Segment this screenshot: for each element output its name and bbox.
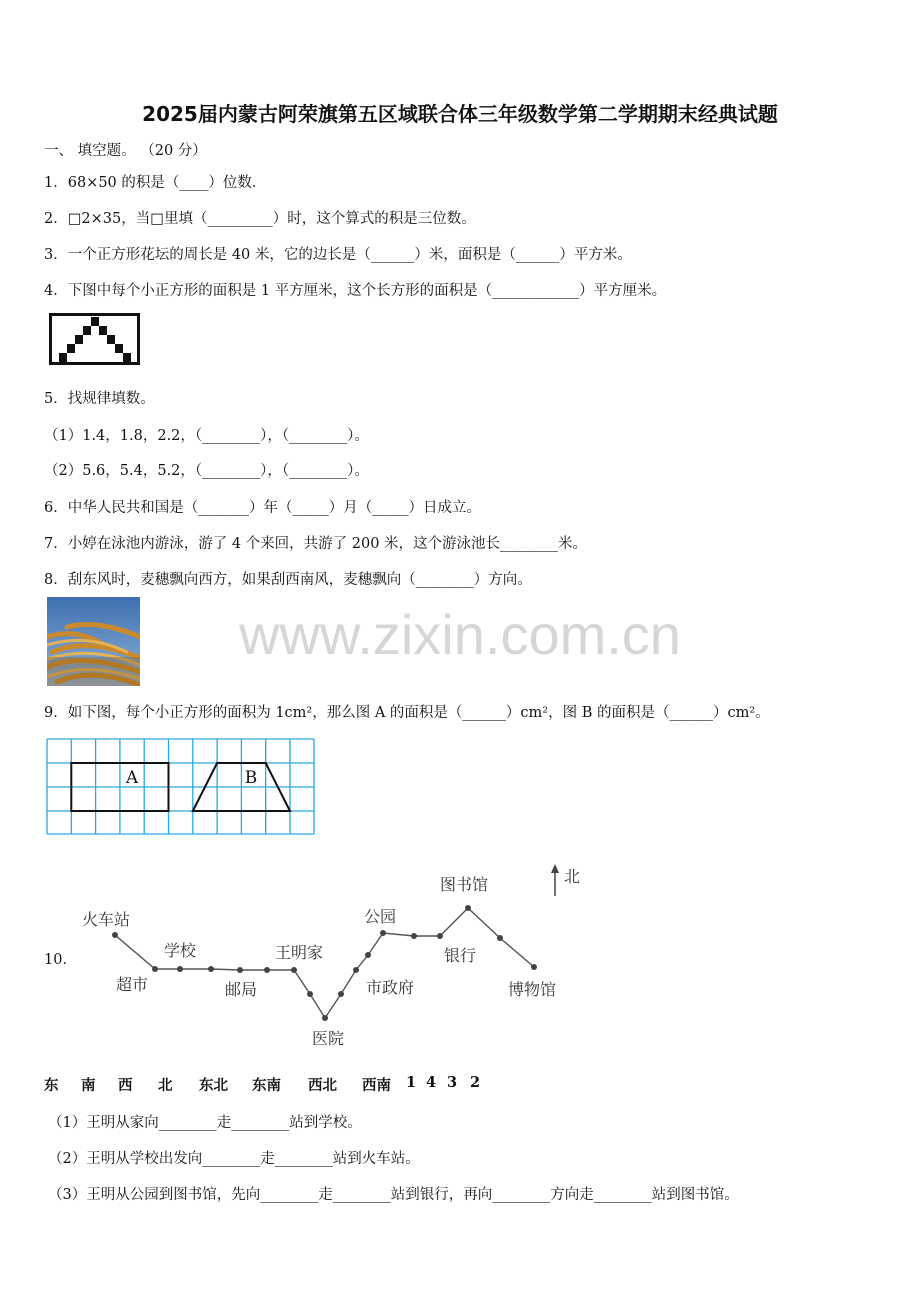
label-yiyuan: 医院 bbox=[312, 1029, 345, 1048]
north-arrow bbox=[551, 864, 580, 896]
rectangle-squares-figure bbox=[49, 313, 141, 365]
word-bank-item: 1 bbox=[406, 1074, 417, 1091]
question-3: 3．一个正方形花坛的周长是 40 米，它的边长是（______）米，面积是（______）平方米。 bbox=[44, 247, 632, 263]
shape-b-label: B bbox=[244, 768, 258, 788]
grid-figure bbox=[46, 737, 316, 837]
question-4: 4．下图中每个小正方形的面积是 1 平方厘米，这个长方形的面积是（____________）平方厘米。 bbox=[44, 283, 667, 299]
question-2: 2．□2×35，当□里填（_________）时，这个算式的积是三位数。 bbox=[44, 211, 476, 227]
question-10-part-3: （3）王明从公园到图书馆，先向________走________站到银行，再向________方向走________站到图书馆。 bbox=[48, 1187, 739, 1203]
question-5: 5．找规律填数。 bbox=[44, 391, 155, 407]
question-5-part-1: （1）1.4，1.8，2.2，（________），（________）。 bbox=[44, 428, 369, 444]
word-bank-item: 北 bbox=[158, 1077, 173, 1094]
watermark-text: www.zixin.com.cn bbox=[239, 603, 681, 666]
label-youju: 邮局 bbox=[225, 980, 258, 999]
word-bank-item: 3 bbox=[447, 1074, 458, 1091]
word-bank-item: 西北 bbox=[308, 1077, 337, 1094]
word-bank-item: 2 bbox=[470, 1074, 481, 1091]
label-bowuguan: 博物馆 bbox=[508, 980, 557, 999]
page-title: 2025届内蒙古阿荣旗第五区域联合体三年级数学第二学期期末经典试题 bbox=[142, 102, 778, 126]
label-shizhengfu: 市政府 bbox=[366, 978, 415, 997]
label-yinhang: 银行 bbox=[444, 946, 477, 965]
question-5-part-2: （2）5.6，5.4，5.2，（________），（________）。 bbox=[44, 463, 369, 479]
word-bank-item: 4 bbox=[426, 1074, 437, 1091]
word-bank-item: 东南 bbox=[252, 1077, 281, 1094]
label-huochezhan: 火车站 bbox=[82, 910, 131, 929]
word-bank-item: 西 bbox=[118, 1077, 133, 1094]
question-8: 8．刮东风时，麦穗飘向西方，如果刮西南风，麦穗飘向（________）方向。 bbox=[44, 572, 532, 588]
word-bank-item: 东 bbox=[44, 1077, 59, 1094]
word-bank-item: 东北 bbox=[199, 1077, 228, 1094]
route-map bbox=[70, 858, 600, 1053]
word-bank-item: 西南 bbox=[362, 1077, 391, 1094]
word-bank-item: 南 bbox=[81, 1077, 96, 1094]
question-7: 7．小婷在泳池内游泳，游了 4 个来回，共游了 200 米，这个游泳池长________米。 bbox=[44, 536, 588, 552]
label-tushuguan: 图书馆 bbox=[440, 875, 489, 894]
label-xuexiao: 学校 bbox=[164, 941, 197, 960]
question-1: 1．68×50 的积是（____）位数． bbox=[44, 175, 267, 191]
label-wangmingjia: 王明家 bbox=[275, 943, 324, 962]
question-9: 9．如下图，每个小正方形的面积为 1cm²，那么图 A 的面积是（______）cm²，图 B 的面积是（______）cm²。 bbox=[44, 705, 770, 721]
north-label: 北 bbox=[564, 867, 581, 886]
question-10-part-1: （1）王明从家向________走________站到学校。 bbox=[48, 1115, 362, 1131]
question-10-number: 10． bbox=[44, 952, 77, 968]
shape-a-label: A bbox=[125, 768, 139, 788]
label-chaoshi: 超市 bbox=[116, 975, 149, 994]
label-gongyuan: 公园 bbox=[364, 907, 397, 926]
question-10-part-2: （2）王明从学校出发向________走________站到火车站。 bbox=[48, 1151, 420, 1167]
question-6: 6．中华人民共和国是（_______）年（_____）月（_____）日成立。 bbox=[44, 500, 481, 516]
section-heading: 一、 填空题。 （20 分） bbox=[44, 143, 207, 159]
